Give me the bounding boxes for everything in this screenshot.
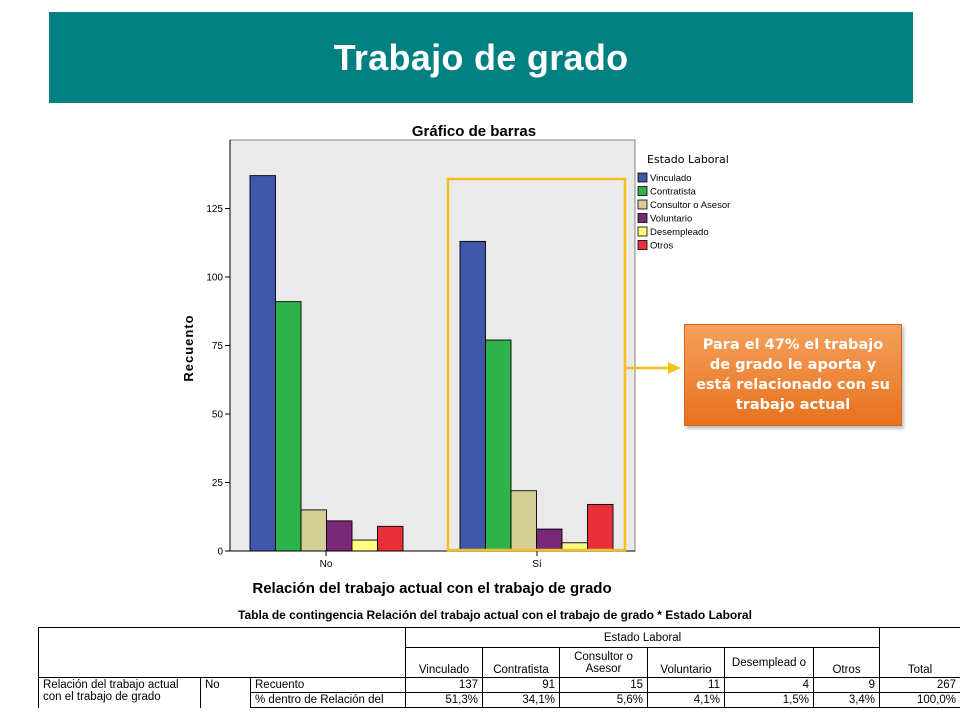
- bar-contratista-sí: [486, 340, 512, 551]
- bar-voluntario-no: [327, 521, 353, 551]
- table-cell: 137: [406, 678, 483, 693]
- table-cell: 4,1%: [648, 693, 725, 708]
- legend-swatch: [638, 173, 647, 182]
- table-caption: Tabla de contingencia Relación del trabajo actual con el trabajo de grado * Estado Laboral: [238, 608, 752, 622]
- legend-label: Otros: [650, 240, 674, 252]
- table-cell: 4: [725, 678, 814, 693]
- y-tick-label: 25: [211, 478, 223, 489]
- bar-contratista-no: [276, 302, 302, 551]
- row-category-no: No: [201, 678, 251, 708]
- bar-consultor-o-asesor-no: [301, 510, 327, 551]
- slide-title: Trabajo de grado: [333, 36, 629, 78]
- col-header-desempleado: Desemplead o: [725, 648, 814, 678]
- bar-consultor-o-asesor-sí: [511, 491, 537, 551]
- table-cell: 15: [560, 678, 648, 693]
- stat-label: % dentro de Relación del: [251, 693, 406, 708]
- table-cell: 3,4%: [814, 693, 880, 708]
- x-axis-label: Relación del trabajo actual con el trabajo de grado: [252, 580, 612, 597]
- legend: [638, 153, 730, 252]
- col-header-vinculado: Vinculado: [406, 648, 483, 678]
- table-cell: 34,1%: [483, 693, 560, 708]
- y-tick-label: 50: [211, 409, 223, 421]
- x-tick-label: No: [319, 559, 333, 570]
- col-header-total: Total: [880, 628, 960, 678]
- bar-otros-sí: [588, 504, 614, 551]
- legend-label: Contratista: [650, 186, 696, 198]
- legend-label: Consultor o Asesor: [650, 200, 731, 211]
- x-tick-label: Sí: [532, 559, 542, 570]
- legend-swatch: [638, 241, 647, 250]
- legend-swatch: [638, 187, 647, 196]
- col-header-consultor: Consultor o Asesor: [560, 648, 648, 678]
- callout-box: [684, 324, 902, 426]
- callout-arrow-head: [668, 362, 681, 374]
- y-tick-label: 100: [206, 272, 223, 284]
- legend-label: Desempleado: [650, 227, 709, 238]
- legend-label: Vinculado: [650, 173, 692, 184]
- stat-label: Recuento: [251, 678, 406, 693]
- chart-title: Gráfico de barras: [411, 123, 537, 140]
- legend-swatch: [638, 200, 647, 209]
- y-axis: [206, 140, 230, 558]
- table-cell: 11: [648, 678, 725, 693]
- contingency-table: [38, 627, 960, 708]
- bar-desempleado-no: [352, 540, 378, 551]
- legend-title: Estado Laboral: [647, 153, 729, 166]
- y-axis-label: Recuento: [181, 314, 196, 382]
- y-tick-label: 75: [211, 341, 223, 352]
- col-header-voluntario: Voluntario: [648, 648, 725, 678]
- callout-text: Para el 47% el trabajo de grado le aporta y está relacionado con su trabajo actual: [696, 337, 890, 413]
- row-group-label: Relación del trabajo actual con el trabajo de grado: [39, 678, 201, 708]
- table-cell: 9: [814, 678, 880, 693]
- table-cell: 100,0%: [880, 693, 960, 708]
- bar-vinculado-sí: [460, 241, 486, 551]
- legend-swatch: [638, 214, 647, 223]
- table-cell: 5,6%: [560, 693, 648, 708]
- table-cell: 51,3%: [406, 693, 483, 708]
- bar-otros-no: [378, 526, 404, 551]
- table-cell: 1,5%: [725, 693, 814, 708]
- col-header-otros: Otros: [814, 648, 880, 678]
- legend-swatch: [638, 227, 647, 236]
- col-header-contratista: Contratista: [483, 648, 560, 678]
- table-corner-cell: [39, 628, 406, 678]
- table-cell: 91: [483, 678, 560, 693]
- y-tick-label: 125: [206, 204, 223, 215]
- bar-voluntario-sí: [537, 529, 563, 551]
- x-axis: [230, 551, 635, 570]
- group-header: Estado Laboral: [406, 628, 880, 648]
- y-tick-label: 0: [217, 546, 223, 558]
- table-cell: 267: [880, 678, 960, 693]
- legend-label: Voluntario: [650, 213, 693, 225]
- bar-vinculado-no: [250, 176, 276, 551]
